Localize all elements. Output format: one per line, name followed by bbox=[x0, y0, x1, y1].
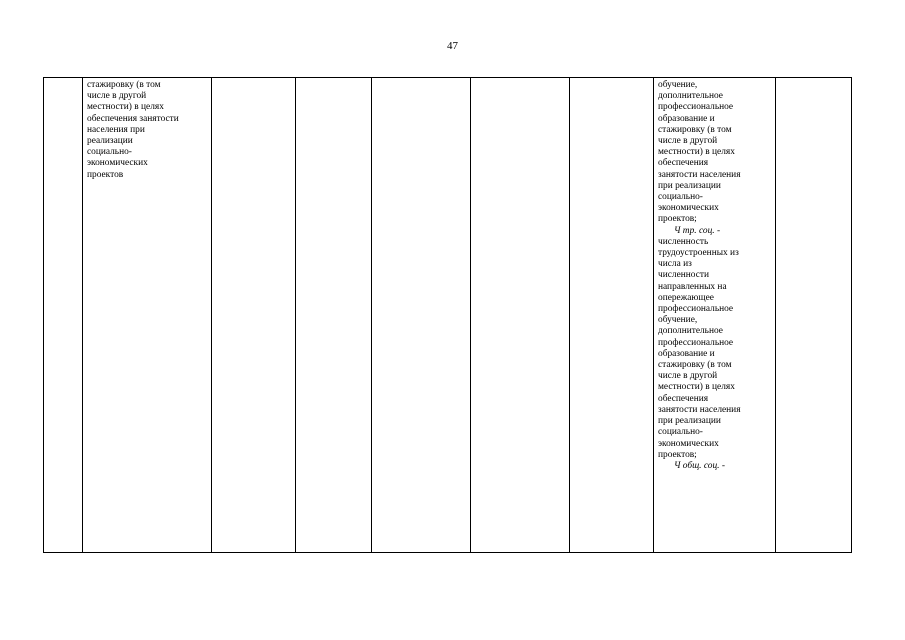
table-cell-4 bbox=[296, 78, 372, 553]
table-row bbox=[44, 78, 852, 553]
document-table bbox=[43, 77, 852, 553]
formula-variable-2: Ч общ. соц. - bbox=[674, 460, 725, 471]
table-cell-number bbox=[44, 78, 83, 553]
table-cell-9 bbox=[776, 78, 852, 553]
table-cell-3 bbox=[212, 78, 296, 553]
methodology-text-2: численность трудоустроенных из числа из численности направленных на опережающее профессиональное обучение, дополнительное профессиональное образование и стажировку (в том числе в другой местности) в целях обеспечения занятости населения при реализации социально- экономических проектов; bbox=[658, 236, 741, 460]
table-cell-description bbox=[83, 78, 212, 553]
formula-variable-1: Ч тр. соц. - bbox=[674, 225, 721, 236]
table-cell-6 bbox=[471, 78, 570, 553]
page-number: 47 bbox=[447, 40, 458, 52]
table-cell-methodology bbox=[654, 78, 776, 553]
table-cell-7 bbox=[570, 78, 654, 553]
methodology-text-1: обучение, дополнительное профессиональное образование и стажировку (в том числе в другой местности) в целях обеспечения занятости населения при реализации социально- экономических проектов; bbox=[658, 80, 741, 225]
table-cell-5 bbox=[372, 78, 471, 553]
cell-text: стажировку (в том числе в другой местности) в целях обеспечения занятости населения при реализации социально- экономических проектов bbox=[87, 80, 179, 180]
